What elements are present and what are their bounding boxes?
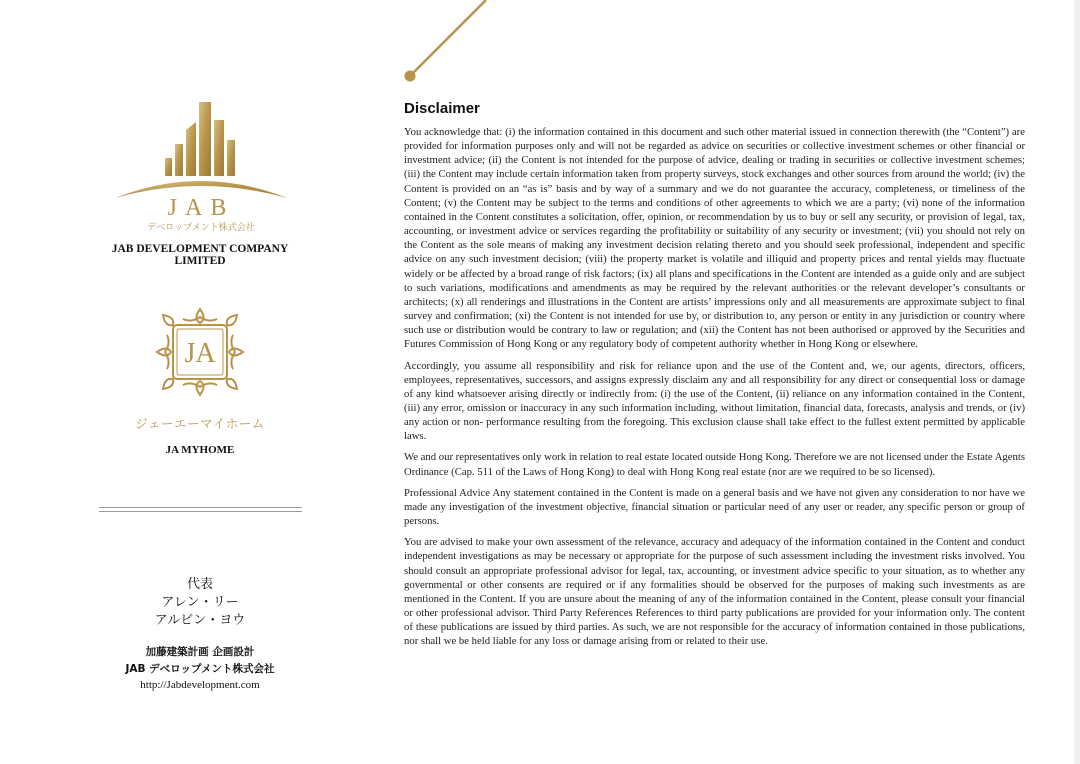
- page-edge: [1074, 0, 1080, 764]
- disclaimer-paragraph: Professional Advice Any statement contained in the Content is made on a general basis and we have not given any consideration to nor have we made any investigation of the investment objective, financial situation or particular need of any user or reader, any specific person or group of persons.: [404, 486, 1025, 528]
- jab-logo-letters: JAB: [167, 195, 235, 221]
- rep-name: アルビン・ヨウ: [154, 613, 246, 628]
- jab-building-logo: [111, 100, 291, 238]
- page-title: Disclaimer: [404, 100, 480, 117]
- representative-block: [95, 576, 305, 630]
- divider-line: [99, 507, 302, 508]
- ja-myhome-crest-logo: [153, 305, 247, 399]
- disclaimer-paragraph: You acknowledge that: (i) the information contained in this document and such other material issued in connection therewith (the “Content”) are provided for information purposes only and will not be regarded as advice on securities or collective investment schemes or other financial or investment advice; (ii) the Content is not intended for the purpose of advice, dealing or trading in securities or collective investment schemes; (iii) the Content may include certain information taken from property surveys, stock exchanges and other sources from around the world; (iv) the Content is provided on an “as is” basis and by way of a summary and we do not guarantee the accuracy, completeness, or timeliness of the Content; (v) the Content may be subject to the terms and conditions of other agreements to which we are a party; (vi) none of the information contained in the Content constitutes a solicitation, offer, opinion, or recommendation by us to buy or sell any security, or provision of legal, tax, accounting, or investment advice or services regarding the profitability or suitability of any security or investment; (vii) you should not rely on the Content as the sole means of making any investment decision relating thereto and you should seek professional, independent and specific advice on any such investment decision; (viii) the property market is volatile and illiquid and property prices and rental yields may fluctuate widely or be affected by a broad range of risk factors; (ix) all plans and specifications in the Content are intended as a guide only and are subject to such variations, modifications and amendments as may be required by the relevant authorities or the relevant developer’s consultants or architects; (x) all renderings and illustrations in the Content are artists’ impressions only and all measurements are approximate subject to final survey and confirmation; (xi) the Content is not intended for use by, or distribution to, any person or entity in any jurisdiction or country where such use or distribution would be contrary to law or regulation; and (xii) the Content has not been authorised or approved by the Securities and Futures Commission of Hong Kong or any regulatory body of competent authority whether in Hong Kong or elsewhere.: [404, 126, 1025, 351]
- disclaimer-paragraph: Accordingly, you assume all responsibility and risk for reliance upon and the use of the Content and, we, our agents, directors, officers, employees, representatives, successors, and assigns expressly disclaim any and all responsibility for any direct or consequential loss or damage of any kind whatsoever arising directly or indirectly from: (i) the use of the Content, (ii) reliance on any information contained in the Content, (iii) any error, omission or inaccuracy in any such information including, without limitation, financial data, forecasts, analysis and trends, or (iv) any action or non- performance resulting from the foregoing. This exclusion clause shall take effect to the fullest extent permitted by applicable laws.: [404, 359, 1025, 443]
- company-jp-name: JAB デベロップメント株式会社: [125, 663, 275, 675]
- website-url[interactable]: http://Jabdevelopment.com: [140, 679, 260, 691]
- rep-name: アレン・リー: [161, 595, 239, 610]
- divider-line: [99, 511, 302, 512]
- company-name: JAB DEVELOPMENT COMPANY LIMITED: [111, 243, 289, 267]
- left-panel: [95, 0, 305, 764]
- disclaimer-paragraph: We and our representatives only work in relation to real estate located outside Hong Kong. Therefore we are not licensed under the Estate Agents Ordinance (Cap. 511 of the Laws of Hong Kong) to deal with Hong Kong real estate (nor are we required to be so licensed).: [404, 451, 1025, 478]
- disclaimer-section: [404, 100, 1025, 655]
- decorative-line: [400, 0, 500, 84]
- ja-myhome-label: JA MYHOME: [165, 444, 235, 456]
- company-info-block: [95, 644, 305, 693]
- ja-myhome-kana: ジェーエーマイホーム: [135, 416, 265, 431]
- ja-logo-letters: JA: [184, 338, 216, 369]
- rep-title: 代表: [186, 577, 213, 592]
- design-firm: 加藤建築計画 企画設計: [145, 646, 255, 658]
- jab-logo-kana: デベロップメント株式会社: [147, 223, 255, 233]
- disclaimer-paragraph: You are advised to make your own assessment of the relevance, accuracy and adequacy of the information contained in the Content and conduct independent investigations as may be necessary or appropriate for the purpose of such assessment including the investment risks involved. You should consult an appropriate professional advisor for legal, tax, accounting, or investment advice specific to your situation, as to whether any governmental or other consents are required or if any formalities should be observed for the purposes of making such investments as are mentioned in the Content. If you are unsure about the meaning of any of the information contained in the Content, please consult your financial or other professional advisor. Third Party References References to third party publications are provided for your information only. The content of these publications are issued by third parties. As such, we are not responsible for the accuracy of information contained in those publications, nor shall we be held liable for any loss or damage arising from or related to their use.: [404, 536, 1025, 648]
